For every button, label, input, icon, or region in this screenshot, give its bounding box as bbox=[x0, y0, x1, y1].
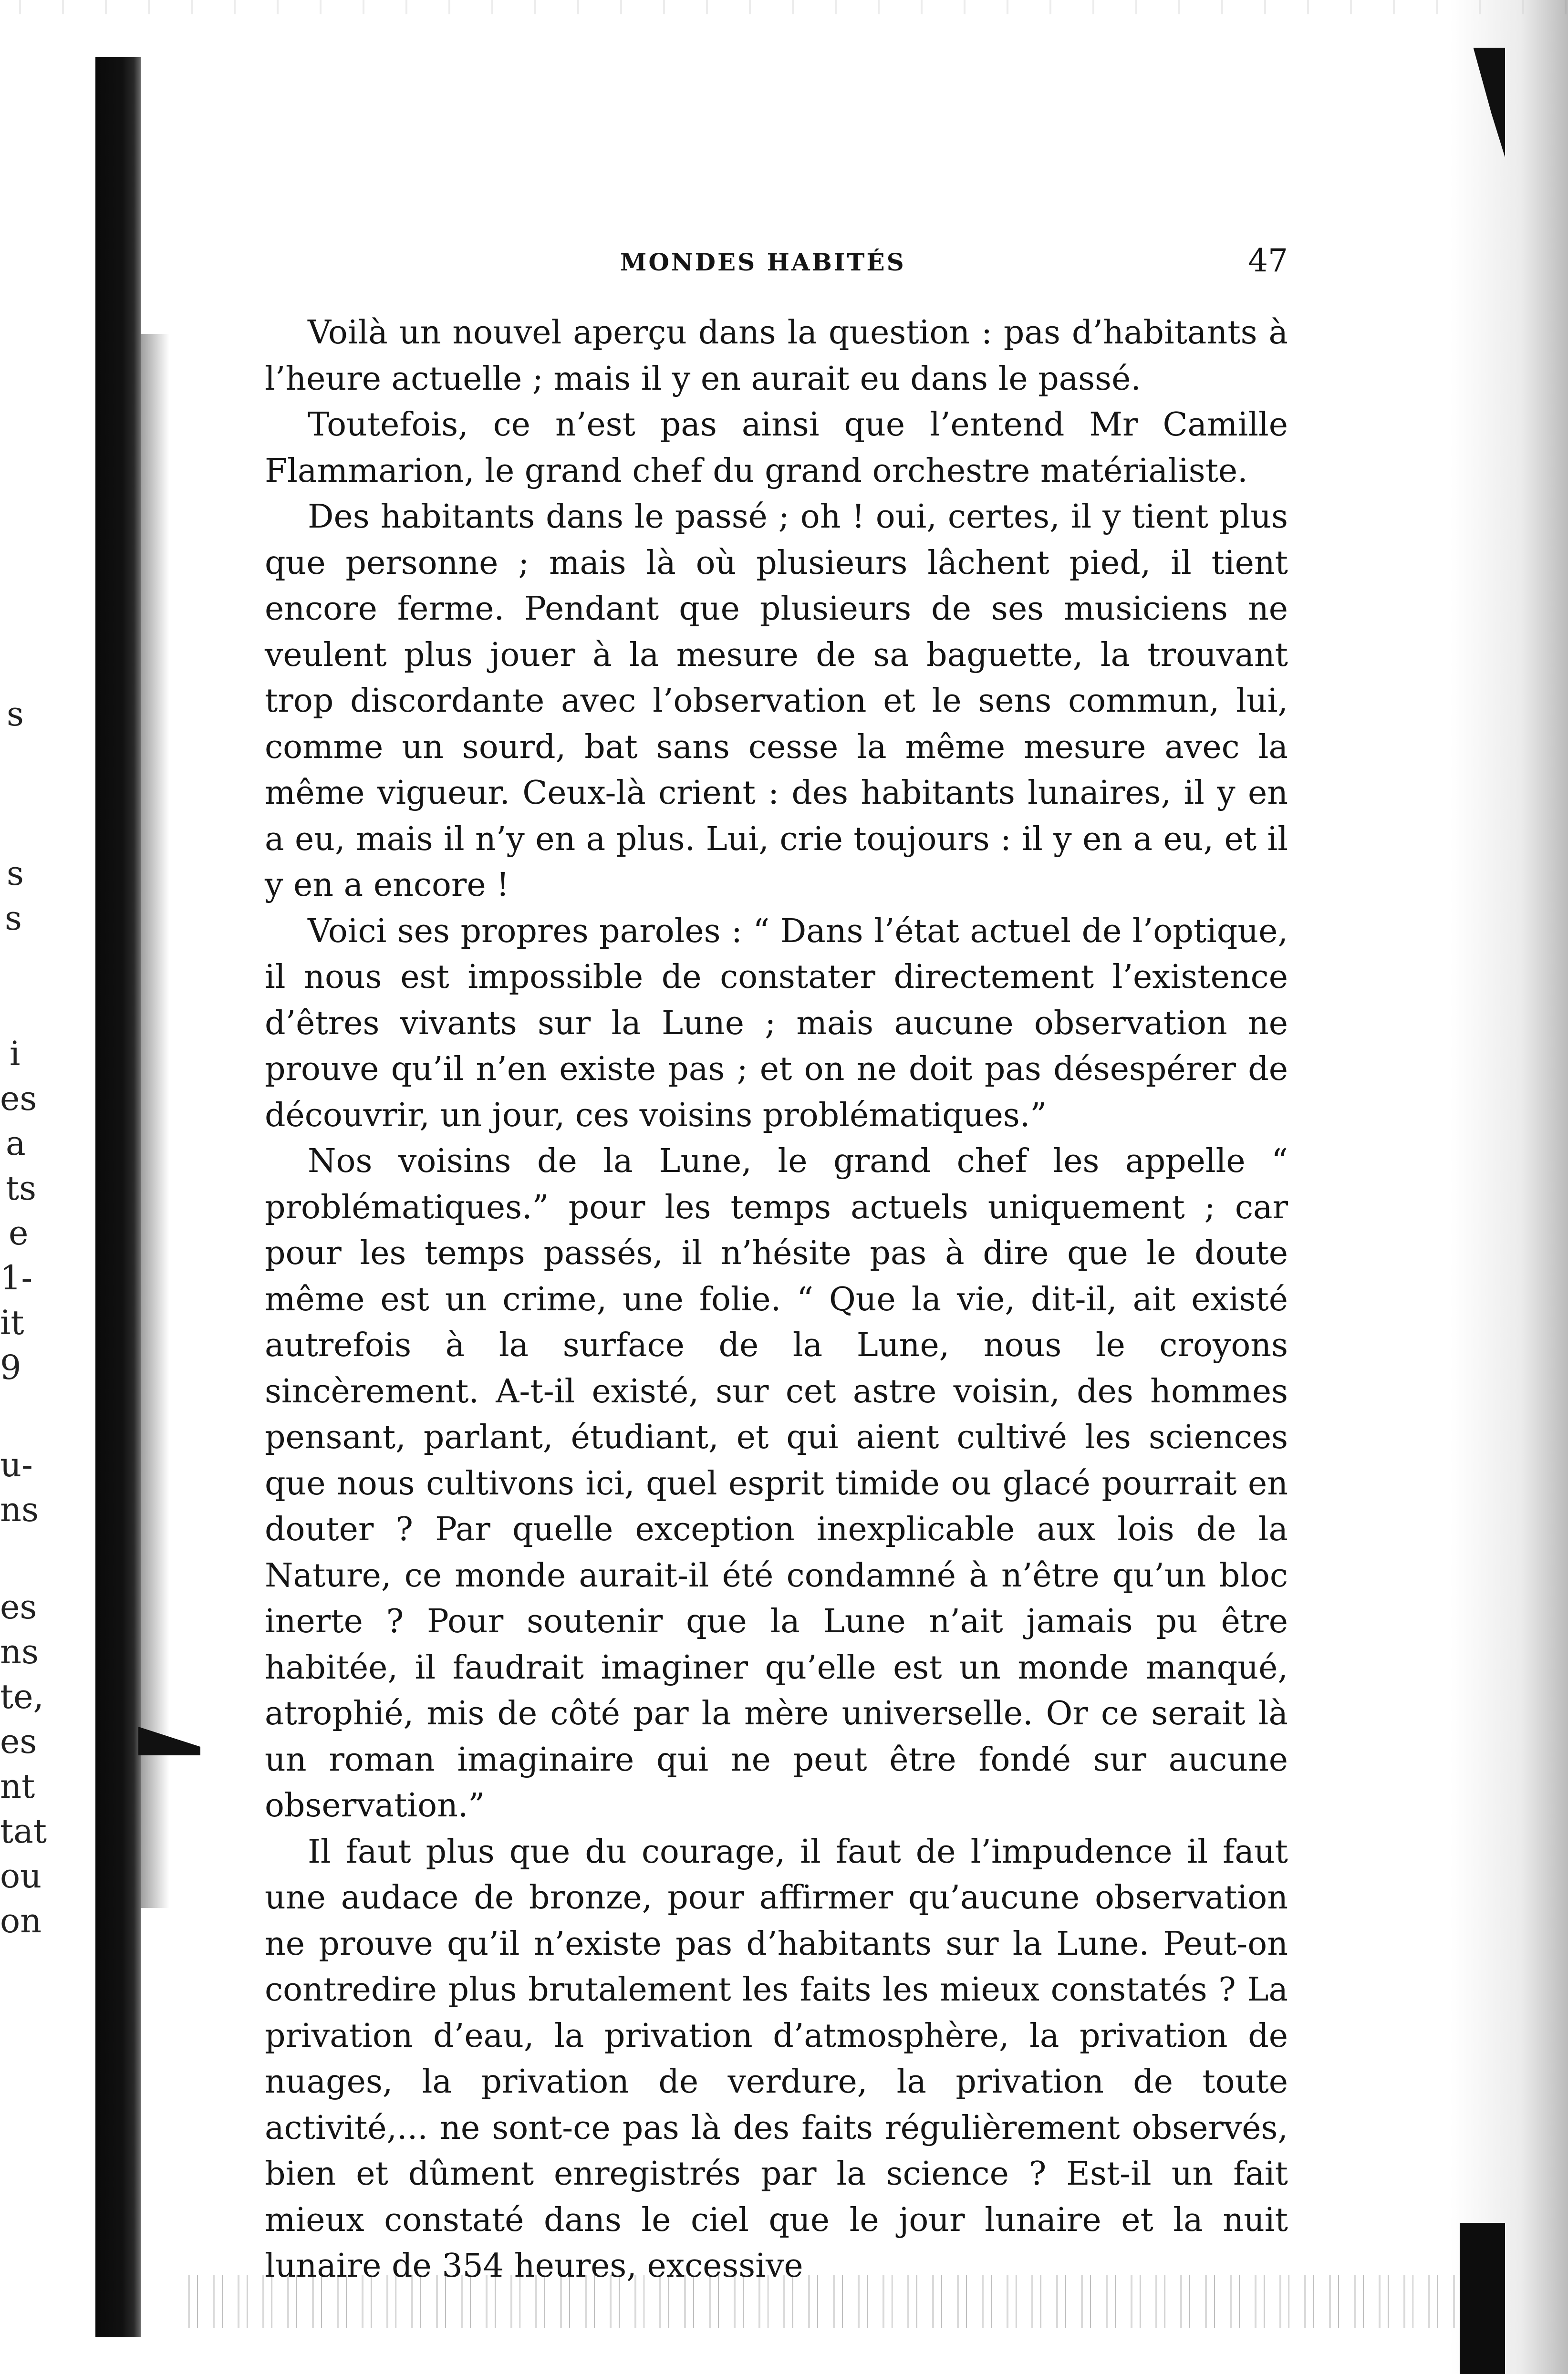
paragraph: Nos voisins de la Lune, le grand chef les appelle “ problématiques.” pour les temps actuels uniquement ; car pour les temps passés, il n’hésite pas à dire que le doute même est un crime, une folie. “ Que la vie, dit-il, ait existé autrefois à la surface de la Lune, nous le croyons sincèrement. A-t-il existé, sur cet astre voisin, des hommes pensant, parlant, étudiant, et qui aient cultivé les sciences que nous cultivons ici, quel esprit timide ou glacé pourrait en douter ? Par quelle exception inexplicable aux lois de la Nature, ce monde aurait-il été condamné à n’être qu’un bloc inerte ? Pour soutenir que la Lune n’ait jamais pu être habitée, il faudrait imaginer qu’elle est un monde manqué, atrophié, mis de côté par la mère universelle. Or ce serait là un roman imaginaire qui ne peut être fondé sur aucune observation.” bbox=[265, 1142, 1288, 1825]
fragment: es bbox=[0, 1079, 37, 1118]
right-bottom-shadow bbox=[1460, 2223, 1505, 2374]
fragment: on bbox=[0, 1901, 42, 1940]
fragment: s bbox=[7, 854, 24, 893]
fragment: e bbox=[9, 1213, 29, 1253]
fragment: s bbox=[7, 695, 24, 734]
fragment: tat bbox=[0, 1812, 47, 1851]
fragment: s bbox=[5, 899, 22, 938]
fragment: ts bbox=[6, 1169, 37, 1208]
fragment: te, bbox=[0, 1677, 44, 1716]
fragment: a bbox=[6, 1124, 26, 1163]
binding-notch bbox=[138, 1727, 200, 1755]
paragraph: Toutefois, ce n’est pas ainsi que l’entend Mr Camille Flammarion, le grand chef du grand orchestre matérialiste. bbox=[265, 406, 1288, 490]
fragment: 1- bbox=[0, 1258, 33, 1297]
book-binding-shadow bbox=[95, 57, 141, 2337]
scan-noise-top bbox=[0, 0, 1568, 14]
fragment: ns bbox=[0, 1490, 39, 1529]
right-page-edge bbox=[1450, 0, 1568, 2374]
facing-page-fragments bbox=[0, 692, 88, 2123]
body-text bbox=[265, 310, 1288, 2290]
fragment: 9 bbox=[0, 1348, 21, 1387]
page-header bbox=[267, 238, 1288, 286]
paragraph: Voici ses propres paroles : “ Dans l’état actuel de l’optique, il nous est impossible de constater directement l’existence d’êtres vivants sur la Lune ; mais aucune observation ne prouve qu’il n’en existe pas ; et on ne doit pas désespérer de découvrir, un jour, ces voisins problématiques.” bbox=[265, 912, 1288, 1134]
fragment: es bbox=[0, 1722, 37, 1761]
running-title: MONDES HABITÉS bbox=[620, 248, 906, 276]
fragment: it bbox=[0, 1303, 24, 1342]
fragment: ns bbox=[0, 1632, 39, 1671]
page-number: 47 bbox=[1248, 242, 1288, 279]
fragment: es bbox=[0, 1587, 37, 1627]
fragment: nt bbox=[0, 1767, 35, 1806]
fragment: ou bbox=[0, 1856, 42, 1896]
paragraph: Des habitants dans le passé ; oh ! oui, certes, il y tient plus que personne ; mais là où plusieurs lâchent pied, il tient encore ferme. Pendant que plusieurs de ses musiciens ne veulent plus jouer à la mesure de sa baguette, la trouvant trop discordante avec l’observation et le sens commun, lui, comme un sourd, bat sans cesse la même mesure avec la même vigueur. Ceux-là crient : des habitants lunaires, il y en a eu, mais il n’y en a plus. Lui, crie toujours : il y en a eu, et il y en a encore ! bbox=[265, 498, 1288, 904]
paragraph: Voilà un nouvel aperçu dans la question : pas d’habitants à l’heure actuelle ; mais il y en aurait eu dans le passé. bbox=[265, 314, 1288, 398]
gutter-shadow bbox=[141, 334, 169, 1908]
paragraph: Il faut plus que du courage, il faut de l’impudence il faut une audace de bronze, pour affirmer qu’aucune observation ne prouve qu’il n’existe pas d’habitants sur la Lune. Peut-on contredire plus brutalement les faits les mieux constatés ? La privation d’eau, la privation d’atmosphère, la privation de nuages, la privation de verdure, la privation de toute activité,... ne sont-ce pas là des faits régulièrement observés, bien et dûment enregistrés par la science ? Est-il un fait mieux constaté dans le ciel que le jour lunaire et la nuit lunaire de 354 heures, excessive bbox=[265, 1833, 1288, 2285]
fragment: i bbox=[10, 1034, 21, 1073]
fragment: u- bbox=[0, 1445, 33, 1484]
